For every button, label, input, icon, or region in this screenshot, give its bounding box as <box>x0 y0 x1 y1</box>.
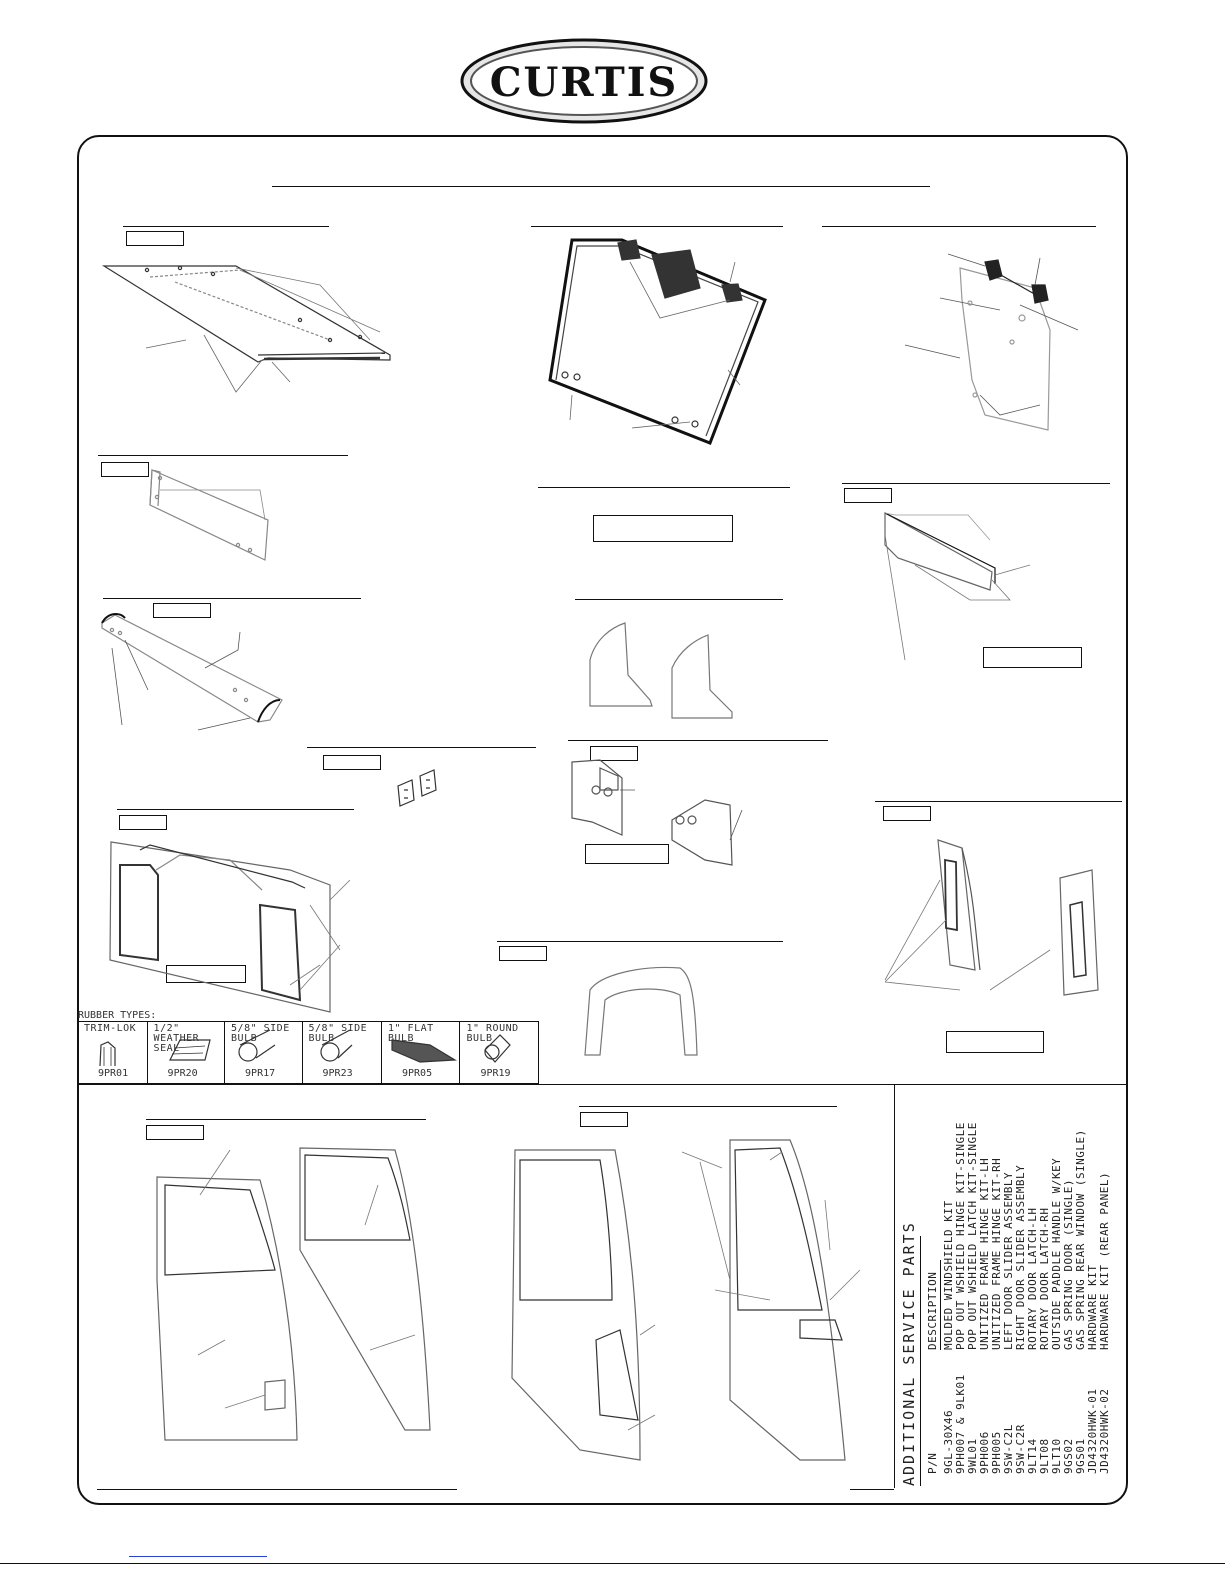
parts-desc: UNITIZED FRAME HINGE KIT-RH <box>990 1157 1003 1350</box>
additional-parts-panel <box>900 1088 1120 1500</box>
hinges-drawing <box>572 760 742 865</box>
rubber-label: 5/8" SIDE BULB <box>231 1023 290 1044</box>
parts-desc: GAS SPRING REAR WINDOW (SINGLE) <box>1074 1129 1087 1350</box>
logo-text: CURTIS <box>489 59 679 106</box>
corner-posts-drawing <box>885 840 1098 995</box>
parts-pn: 9LT10 <box>1050 1438 1063 1474</box>
roof-panel-drawing <box>104 266 390 392</box>
page-bottom-rule <box>0 1563 1225 1564</box>
parts-desc: POP OUT WSHIELD HINGE KIT-SINGLE <box>954 1122 967 1350</box>
rubber-label: TRIM-LOK <box>84 1023 137 1034</box>
parts-pn: 9GS01 <box>1074 1438 1087 1474</box>
rear-header-drawing <box>885 513 1030 660</box>
parts-pn: 9GS02 <box>1062 1438 1075 1474</box>
rubber-types-heading: RUBBER TYPES: <box>78 1010 157 1021</box>
parts-pn: 9LT08 <box>1038 1438 1051 1474</box>
parts-title-rule <box>920 1236 921 1486</box>
rubber-pn: 9PR20 <box>167 1068 198 1079</box>
rubber-pn: 9PR19 <box>480 1068 511 1079</box>
rubber-pn: 9PR17 <box>245 1068 276 1079</box>
parts-desc: HARDWARE KIT (REAR PANEL) <box>1098 1171 1111 1350</box>
parts-desc: RIGHT DOOR SLIDER ASSEMBLY <box>1014 1164 1027 1350</box>
windshield-drawing <box>550 240 765 443</box>
rubber-label: 5/8" SIDE BULB <box>308 1023 368 1044</box>
parts-col-desc: DESCRIPTION <box>926 1271 939 1350</box>
parts-desc: GAS SPRING DOOR (SINGLE) <box>1062 1179 1075 1350</box>
parts-pn: JD4320HWK-01 <box>1086 1388 1099 1474</box>
rear-frame-drawing <box>585 967 697 1055</box>
parts-pn: 9GL-30X46 <box>942 1409 955 1474</box>
rubber-label: 1" ROUND BULB <box>466 1023 519 1044</box>
parts-col-pn: P/N <box>926 1452 939 1474</box>
rubber-cell-2 <box>147 1022 224 1084</box>
visor-drawing <box>102 614 282 730</box>
rubber-pn: 9PR01 <box>98 1068 129 1079</box>
doors-lh-drawing <box>157 1148 430 1440</box>
rubber-cell-3 <box>225 1022 302 1084</box>
parts-desc: OUTSIDE PADDLE HANDLE W/KEY <box>1050 1157 1063 1350</box>
rubber-cell-5 <box>381 1022 459 1084</box>
rubber-pn: 9PR05 <box>401 1068 433 1079</box>
rubber-label: 1/2" WEATHER SEAL <box>153 1023 200 1054</box>
additional-parts-rotated <box>900 1088 1120 1500</box>
parts-desc: MOLDED WINDSHIELD KIT <box>942 1200 955 1350</box>
parts-desc: ROTARY DOOR LATCH-RH <box>1038 1207 1051 1350</box>
parts-desc: LEFT DOOR SLIDER ASSEMBLY <box>1002 1171 1015 1350</box>
parts-desc: UNITIZED FRAME HINGE KIT-LH <box>978 1157 991 1350</box>
popout-windshield-drawing <box>905 254 1078 430</box>
parts-desc: POP OUT WSHIELD LATCH KIT-SINGLE <box>966 1122 979 1350</box>
header-drawing <box>150 470 268 560</box>
doors-rh-drawing <box>512 1140 860 1460</box>
rubber-label: 1" FLAT BULB <box>387 1023 434 1044</box>
footer-link[interactable] <box>129 1556 267 1557</box>
parts-pn: 9SW-C2R <box>1014 1424 1027 1474</box>
parts-desc: HARDWARE KIT <box>1086 1264 1099 1350</box>
rubber-types-table <box>77 1021 539 1084</box>
parts-pn: 9PH007 & 9LK01 <box>954 1374 967 1474</box>
parts-desc: ROTARY DOOR LATCH-LH <box>1026 1207 1039 1350</box>
parts-pn: 9PH006 <box>978 1431 991 1474</box>
rubber-cell-6 <box>460 1022 539 1084</box>
rubber-cell-4 <box>302 1022 381 1084</box>
parts-desc-rule <box>940 1260 941 1350</box>
parts-title: ADDITIONAL SERVICE PARTS <box>900 1221 918 1486</box>
front-frame-drawing <box>110 842 350 1012</box>
parts-pn: 9PH005 <box>990 1431 1003 1474</box>
rubber-pn: 9PR23 <box>322 1068 353 1079</box>
brackets-drawing <box>398 770 436 806</box>
parts-pn: 9SW-C2L <box>1002 1424 1015 1474</box>
filler-panels-drawing <box>590 623 732 718</box>
rubber-cell-1 <box>78 1022 148 1084</box>
parts-pn: 9WL01 <box>966 1438 979 1474</box>
parts-pn: JD4320HWK-02 <box>1098 1388 1111 1474</box>
parts-pn: 9LT14 <box>1026 1438 1039 1474</box>
